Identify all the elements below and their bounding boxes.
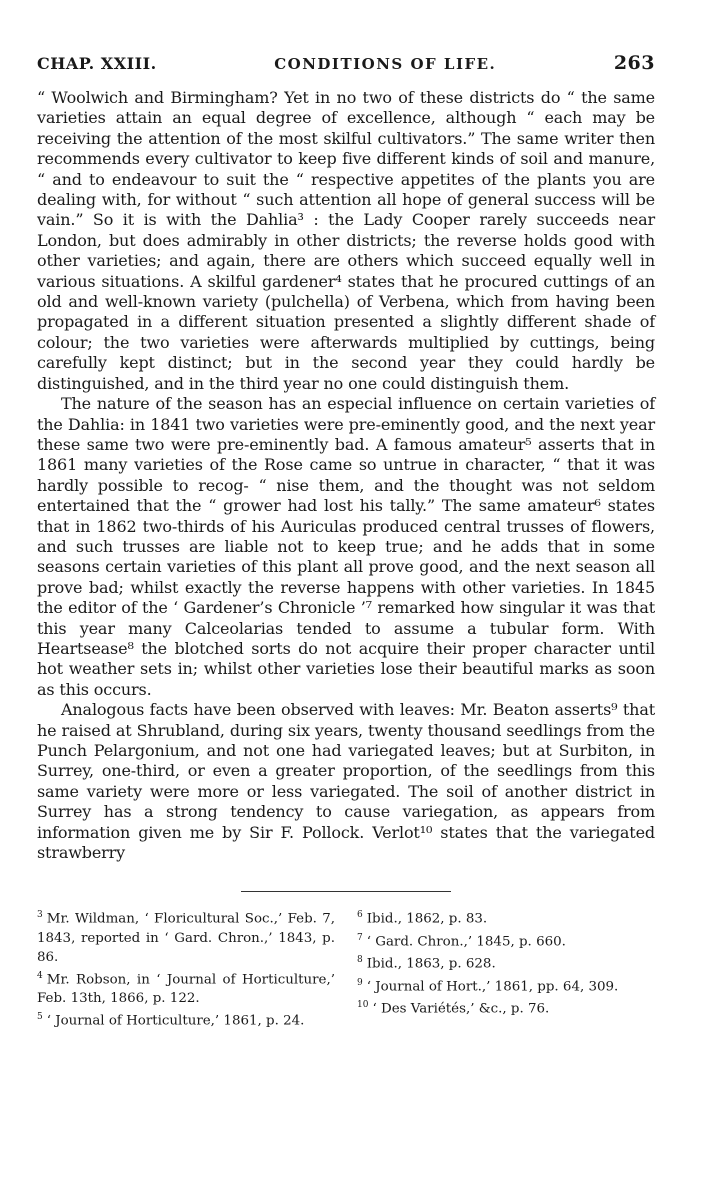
footnote-divider <box>241 891 451 892</box>
footnote: $^6$ Ibid., 1862, p. 83. <box>357 910 488 927</box>
footnotes <box>37 906 655 1030</box>
paragraph: “ Woolwich and Birmingham? Yet in no two of these districts do “ the same varieties attain an equal degree of excellence, although “ each may be receiving the attention of the most skilful cultivators.” The same writer then recommends every cultivator to keep five different kinds of soil and manure, “ and to endeavour to suit the “ respective appetites of the plants you are dealing with, for without “ such attention all hope of general success will be vain.” So it is with the Dahlia³ : the Lady Cooper rarely succeeds near London, but does admirably in other districts; the reverse holds good with other varieties; and again, there are others which succeed equally well in various situations. A skilful gardener⁴ states that he procured cuttings of an old and well-known variety (pulchella) of Verbena, which from having been propagated in a different situation presented a slightly different shade of colour; the two varieties were afterwards multiplied by cuttings, being carefully kept distinct; but in the second year they could hardly be distinguished, and in the third year no one could distinguish them. <box>37 88 655 393</box>
chapter-label: CHAP. XXIII. <box>37 54 157 73</box>
footnote: $^7$ ‘ Gard. Chron.,’ 1845, p. 660. <box>357 932 566 950</box>
body-text <box>37 88 655 863</box>
paragraph: The nature of the season has an especial influence on certain varieties of the Dahlia: in 1841 two varieties were pre-eminently good, and the next year these same two were pre-eminently bad. A famous amateur⁵ asserts that in 1861 many varieties of the Rose came so untrue in character, “ that it was hardly possible to recog- “ nise them, and the thought was not seldom entertained that the “ grower had lost his tally.” The same amateur⁶ states that in 1862 two-thirds of his Auriculas produced central trusses of flowers, and such trusses are liable not to keep true; and he adds that in some seasons certain varieties of this plant all prove good, and the next season all prove bad; whilst exactly the reverse happens with other varieties. In 1845 the editor of the ‘ Gardener’s Chronicle ’⁷ remarked how singular it was that this year many Calceolarias tended to assume a tubular form. With Heartsease⁸ the blotched sorts do not acquire their proper character until hot weather sets in; whilst other varieties lose their beautiful marks as soon as this occurs. <box>37 394 655 699</box>
page-number: 263 <box>613 52 655 74</box>
footnotes-right-column <box>357 906 655 1030</box>
footnotes-left-column <box>37 906 335 1030</box>
footnote: $^4$ Mr. Robson, in ‘ Journal of Horticulture,’ Feb. 13th, 1866, p. 122. <box>37 970 335 1007</box>
footnote: $^5$ ‘ Journal of Horticulture,’ 1861, p. 24. <box>37 1012 305 1029</box>
paragraph: Analogous facts have been observed with leaves: Mr. Beaton asserts⁹ that he raised at Shrubland, during six years, twenty thousand seedlings from the Punch Pelargonium, and not one had variegated leaves; but at Surbiton, in Surrey, one-third, or even a greater proportion, of the seedlings from this same variety were more or less variegated. The soil of another district in Surrey has a strong tendency to cause variegation, as appears from information given me by Sir F. Pollock. Verlot¹⁰ states that the variegated strawberry <box>37 700 655 863</box>
running-title: CONDITIONS OF LIFE. <box>274 55 497 73</box>
running-header <box>37 52 655 74</box>
book-page <box>37 52 655 1031</box>
footnote: $^3$ Mr. Wildman, ‘ Floricultural Soc.,’ Feb. 7, 1843, reported in ‘ Gard. Chron.,’ 1843, p. 86. <box>37 910 335 965</box>
footnote: $^{10}$ ‘ Des Variétés,’ &c., p. 76. <box>357 1000 550 1017</box>
footnote: $^9$ ‘ Journal of Hort.,’ 1861, pp. 64, 309. <box>357 977 619 995</box>
footnote: $^8$ Ibid., 1863, p. 628. <box>357 955 496 972</box>
